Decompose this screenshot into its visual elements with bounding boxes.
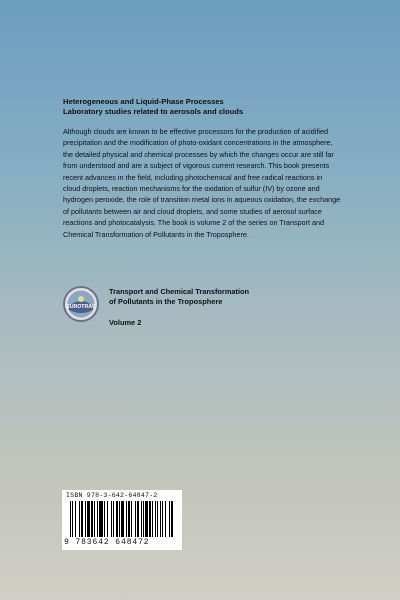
series-title xyxy=(109,287,339,307)
isbn-text: ISBN 978-3-642-64847-2 xyxy=(66,492,158,499)
barcode-bar xyxy=(111,501,112,537)
barcode-bar xyxy=(165,501,166,537)
barcode-bar xyxy=(81,501,83,537)
barcode-bar xyxy=(131,501,132,537)
barcode-bar xyxy=(121,501,124,537)
barcode-bar xyxy=(137,501,139,537)
barcode-bar xyxy=(141,501,142,537)
barcode-bar xyxy=(119,501,120,537)
barcode-bar xyxy=(70,501,71,537)
barcode-bar xyxy=(162,501,163,537)
barcode-bar xyxy=(157,501,158,537)
series-title-line-2: of Pollutants in the Troposphere xyxy=(109,297,223,306)
barcode-bar xyxy=(160,501,161,537)
barcode-bar xyxy=(171,501,173,537)
barcode-bar xyxy=(97,501,98,537)
barcode-bar xyxy=(107,501,108,537)
barcode-bar xyxy=(155,501,156,537)
barcode-bar xyxy=(99,501,103,537)
barcode-bar xyxy=(75,501,76,537)
series-block xyxy=(63,286,353,336)
heading xyxy=(63,97,363,117)
barcode-bar xyxy=(145,501,148,537)
barcode-bar xyxy=(72,501,73,537)
barcode-bar xyxy=(116,501,118,537)
volume-label: Volume 2 xyxy=(109,318,142,327)
barcode-bar xyxy=(128,501,130,537)
barcode-bar xyxy=(135,501,136,537)
heading-line-2: Laboratory studies related to aerosols and clouds xyxy=(63,107,244,116)
logo-text: EUROTRAC xyxy=(66,304,96,310)
barcode-bar xyxy=(152,501,153,537)
barcode-bar xyxy=(169,501,170,537)
barcode-bar xyxy=(87,501,90,537)
barcode-bar xyxy=(104,501,105,537)
barcode-bar xyxy=(91,501,93,537)
barcode-bars xyxy=(70,501,174,537)
barcode-bar xyxy=(126,501,127,537)
heading-line-1: Heterogeneous and Liquid-Phase Processes xyxy=(63,97,224,106)
blurb-paragraph: Although clouds are known to be effective processors for the production of acidified precipitation and the modification of photo-oxidant concentrations in the atmosphere, the detailed physical and chemical processes by which the changes occur are still far from understood and are a subject of vigorous current research. This book presents recent advances in the field, including photochemical and free radical reactions in cloud droplets, reaction mechanisms for the oxidation of sulfur (IV) by ozone and hydrogen peroxide, the role of transition metal ions in aqueous oxidation, the exchange of pollutants between air and cloud droplets, and some studies of aerosol surface reactions and photocatalysis. The book is volume 2 of the series on Transport and Chemical Transformation of Pollutants in the Troposphere. xyxy=(63,127,341,239)
barcode-bar xyxy=(79,501,80,537)
eurotrac-logo xyxy=(63,286,99,322)
barcode-bar xyxy=(143,501,144,537)
barcode-bar xyxy=(85,501,86,537)
barcode-bar xyxy=(149,501,151,537)
series-title-line-1: Transport and Chemical Transformation xyxy=(109,287,250,296)
barcode-bar xyxy=(113,501,114,537)
ean-digits: 9 783642 648472 xyxy=(64,538,150,547)
barcode-bar xyxy=(94,501,95,537)
barcode xyxy=(62,490,182,550)
